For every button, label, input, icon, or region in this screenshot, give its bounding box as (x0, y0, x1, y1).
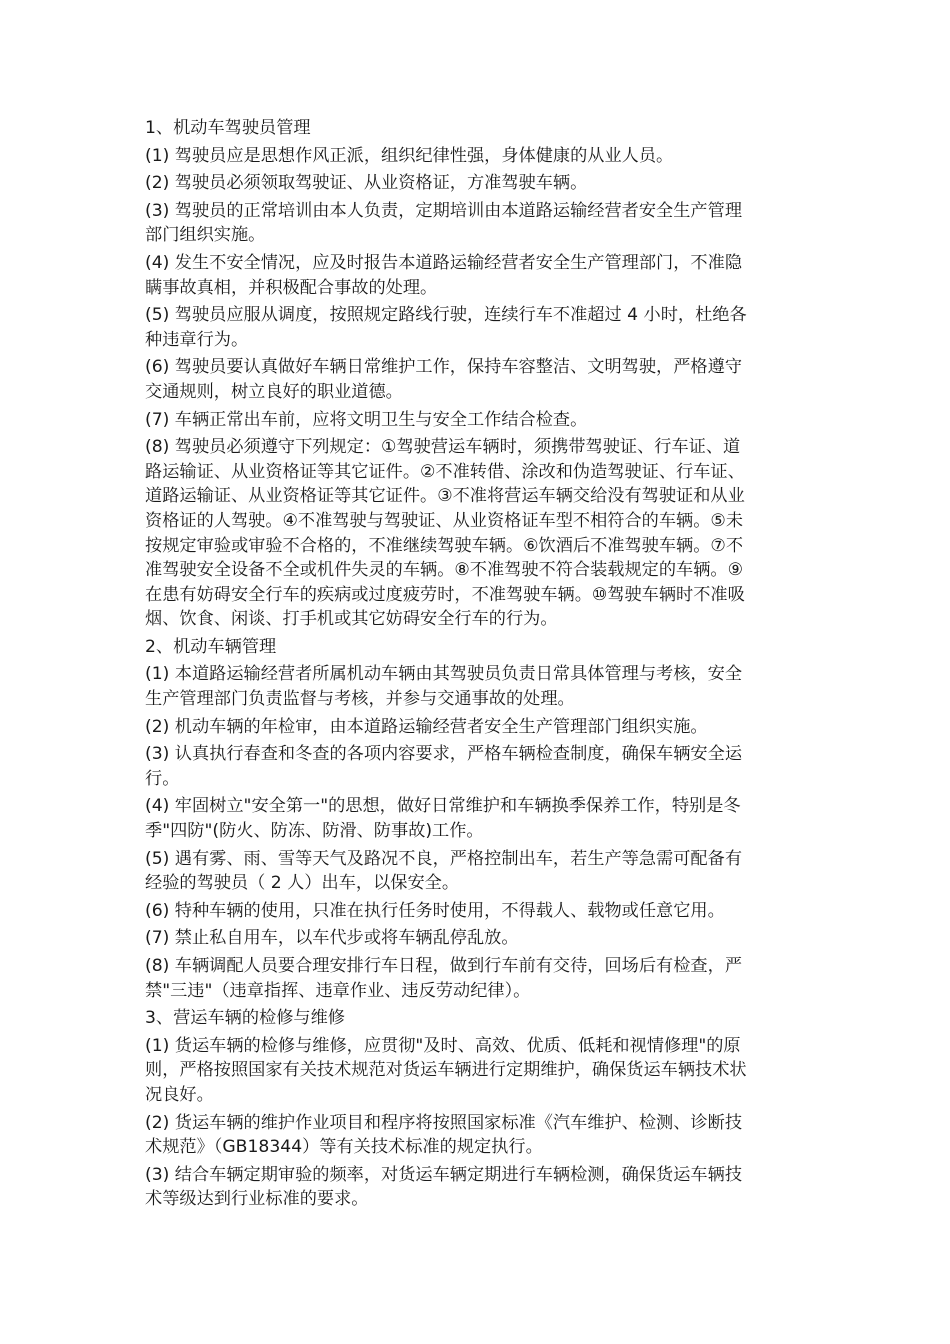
text-line: (4) 牢固树立"安全第一"的思想，做好日常维护和车辆换季保养工作，特别是冬 (145, 796, 741, 817)
text-line: (8) 驾驶员必须遵守下列规定：①驾驶营运车辆时，须携带驾驶证、行车证、道 (145, 437, 741, 458)
text-line: (6) 驾驶员要认真做好车辆日常维护工作，保持车容整洁、文明驾驶，严格遵守 (145, 357, 743, 378)
paragraph (145, 435, 813, 632)
text-line: 部门组织实施。 (145, 225, 266, 246)
section-driver-management (145, 116, 813, 632)
text-line: 准驾驶安全设备不全或机件失灵的车辆。⑧不准驾驶不符合装载规定的车辆。⑨ (145, 560, 744, 581)
text-line: (1) 驾驶员应是思想作风正派，组织纪律性强，身体健康的从业人员。 (145, 145, 674, 166)
text-line: 行。 (145, 768, 180, 789)
text-line: (1) 本道路运输经营者所属机动车辆由其驾驶员负责日常具体管理与考核，安全 (145, 664, 743, 685)
section-heading: 3、营运车辆的检修与维修 (145, 1008, 345, 1029)
paragraph (145, 171, 813, 196)
paragraph (145, 847, 813, 896)
paragraph (145, 144, 813, 169)
section-heading: 2、机动车辆管理 (145, 636, 277, 657)
text-line: (7) 禁止私自用车，以车代步或将车辆乱停乱放。 (145, 928, 519, 949)
text-line: (3) 驾驶员的正常培训由本人负责，定期培训由本道路运输经营者安全生产管理 (145, 200, 743, 221)
text-line: 况良好。 (145, 1084, 214, 1105)
paragraph (145, 251, 813, 300)
text-line: 交通规则，树立良好的职业道德。 (145, 381, 403, 402)
paragraph (145, 303, 813, 352)
text-line: (2) 驾驶员必须领取驾驶证、从业资格证，方准驾驶车辆。 (145, 173, 588, 194)
text-line: 在患有妨碍安全行车的疾病或过度疲劳时，不准驾驶车辆。⑩驾驶车辆时不准吸 (145, 584, 745, 605)
paragraph (145, 408, 813, 433)
text-line: (8) 车辆调配人员要合理安排行车日程，做到行车前有交待，回场后有检查，严 (145, 956, 743, 976)
text-line: 生产管理部门负责监督与考核，并参与交通事故的处理。 (145, 689, 575, 710)
text-line: 道路运输证、从业资格证等其它证件。③不准将营运车辆交给没有驾驶证和从业 (145, 486, 745, 507)
document-body (145, 116, 813, 1215)
paragraph (145, 1163, 813, 1212)
text-line: (5) 遇有雾、雨、雪等天气及路况不良，严格控制出车，若生产等急需可配备有 (145, 848, 743, 869)
text-line: 禁"三违"（违章指挥、违章作业、违反劳动纪律）。 (145, 980, 531, 1001)
text-line: (4) 发生不安全情况，应及时报告本道路运输经营者安全生产管理部门，不准隐 (145, 252, 743, 273)
text-line: 按规定审验或审验不合格的，不准继续驾驶车辆。⑥饮酒后不准驾驶车辆。⑦不 (145, 535, 744, 556)
text-line: (3) 结合车辆定期审验的频率，对货运车辆定期进行车辆检测，确保货运车辆技 (145, 1164, 743, 1185)
text-line: 则，严格按照国家有关技术规范对货运车辆进行定期维护，确保货运车辆技术状 (145, 1060, 747, 1081)
text-line: 经验的驾驶员（ 2 人）出车，以保安全。 (145, 873, 460, 894)
text-line: (1) 货运车辆的检修与维修，应贯彻"及时、高效、优质、低耗和视情修理"的原 (145, 1035, 741, 1056)
text-line: 术规范》（GB18344）等有关技术标准的规定执行。 (145, 1137, 543, 1158)
text-line: (5) 驾驶员应服从调度，按照规定路线行驶，连续行车不准超过 4 小时，杜绝各 (145, 305, 747, 326)
text-line: 烟、饮食、闲谈、打手机或其它妨碍安全行车的行为。 (145, 609, 558, 630)
paragraph (145, 715, 813, 740)
paragraph (145, 954, 813, 1003)
section-vehicle-management (145, 635, 813, 1003)
paragraph (145, 794, 813, 843)
paragraph (145, 662, 813, 711)
text-line: (2) 货运车辆的维护作业项目和程序将按照国家标准《汽车维护、检测、诊断技 (145, 1112, 743, 1133)
text-line: 瞒事故真相，并积极配合事故的处理。 (145, 277, 438, 298)
paragraph (145, 355, 813, 404)
section-vehicle-maintenance (145, 1006, 813, 1212)
paragraph (145, 1111, 813, 1160)
text-line: (3) 认真执行春查和冬查的各项内容要求，严格车辆检查制度，确保车辆安全运 (145, 744, 743, 765)
text-line: 种违章行为。 (145, 329, 249, 350)
text-line: (2) 机动车辆的年检审，由本道路运输经营者安全生产管理部门组织实施。 (145, 716, 708, 737)
text-line: 季"四防"(防火、防冻、防滑、防事故)工作。 (145, 821, 484, 842)
paragraph (145, 1034, 813, 1108)
paragraph (145, 742, 813, 791)
text-line: 术等级达到行业标准的要求。 (145, 1189, 369, 1210)
text-line: 资格证的人驾驶。④不准驾驶与驾驶证、从业资格证车型不相符合的车辆。⑤未 (145, 510, 744, 531)
text-line: (6) 特种车辆的使用，只准在执行任务时使用，不得载人、载物或任意它用。 (145, 900, 725, 921)
paragraph (145, 199, 813, 248)
text-line: (7) 车辆正常出车前，应将文明卫生与安全工作结合检查。 (145, 409, 588, 430)
paragraph (145, 899, 813, 924)
section-heading: 1、机动车驾驶员管理 (145, 118, 311, 138)
text-line: 路运输证、从业资格证等其它证件。②不准转借、涂改和伪造驾驶证、行车证、 (145, 461, 745, 482)
paragraph (145, 926, 813, 951)
